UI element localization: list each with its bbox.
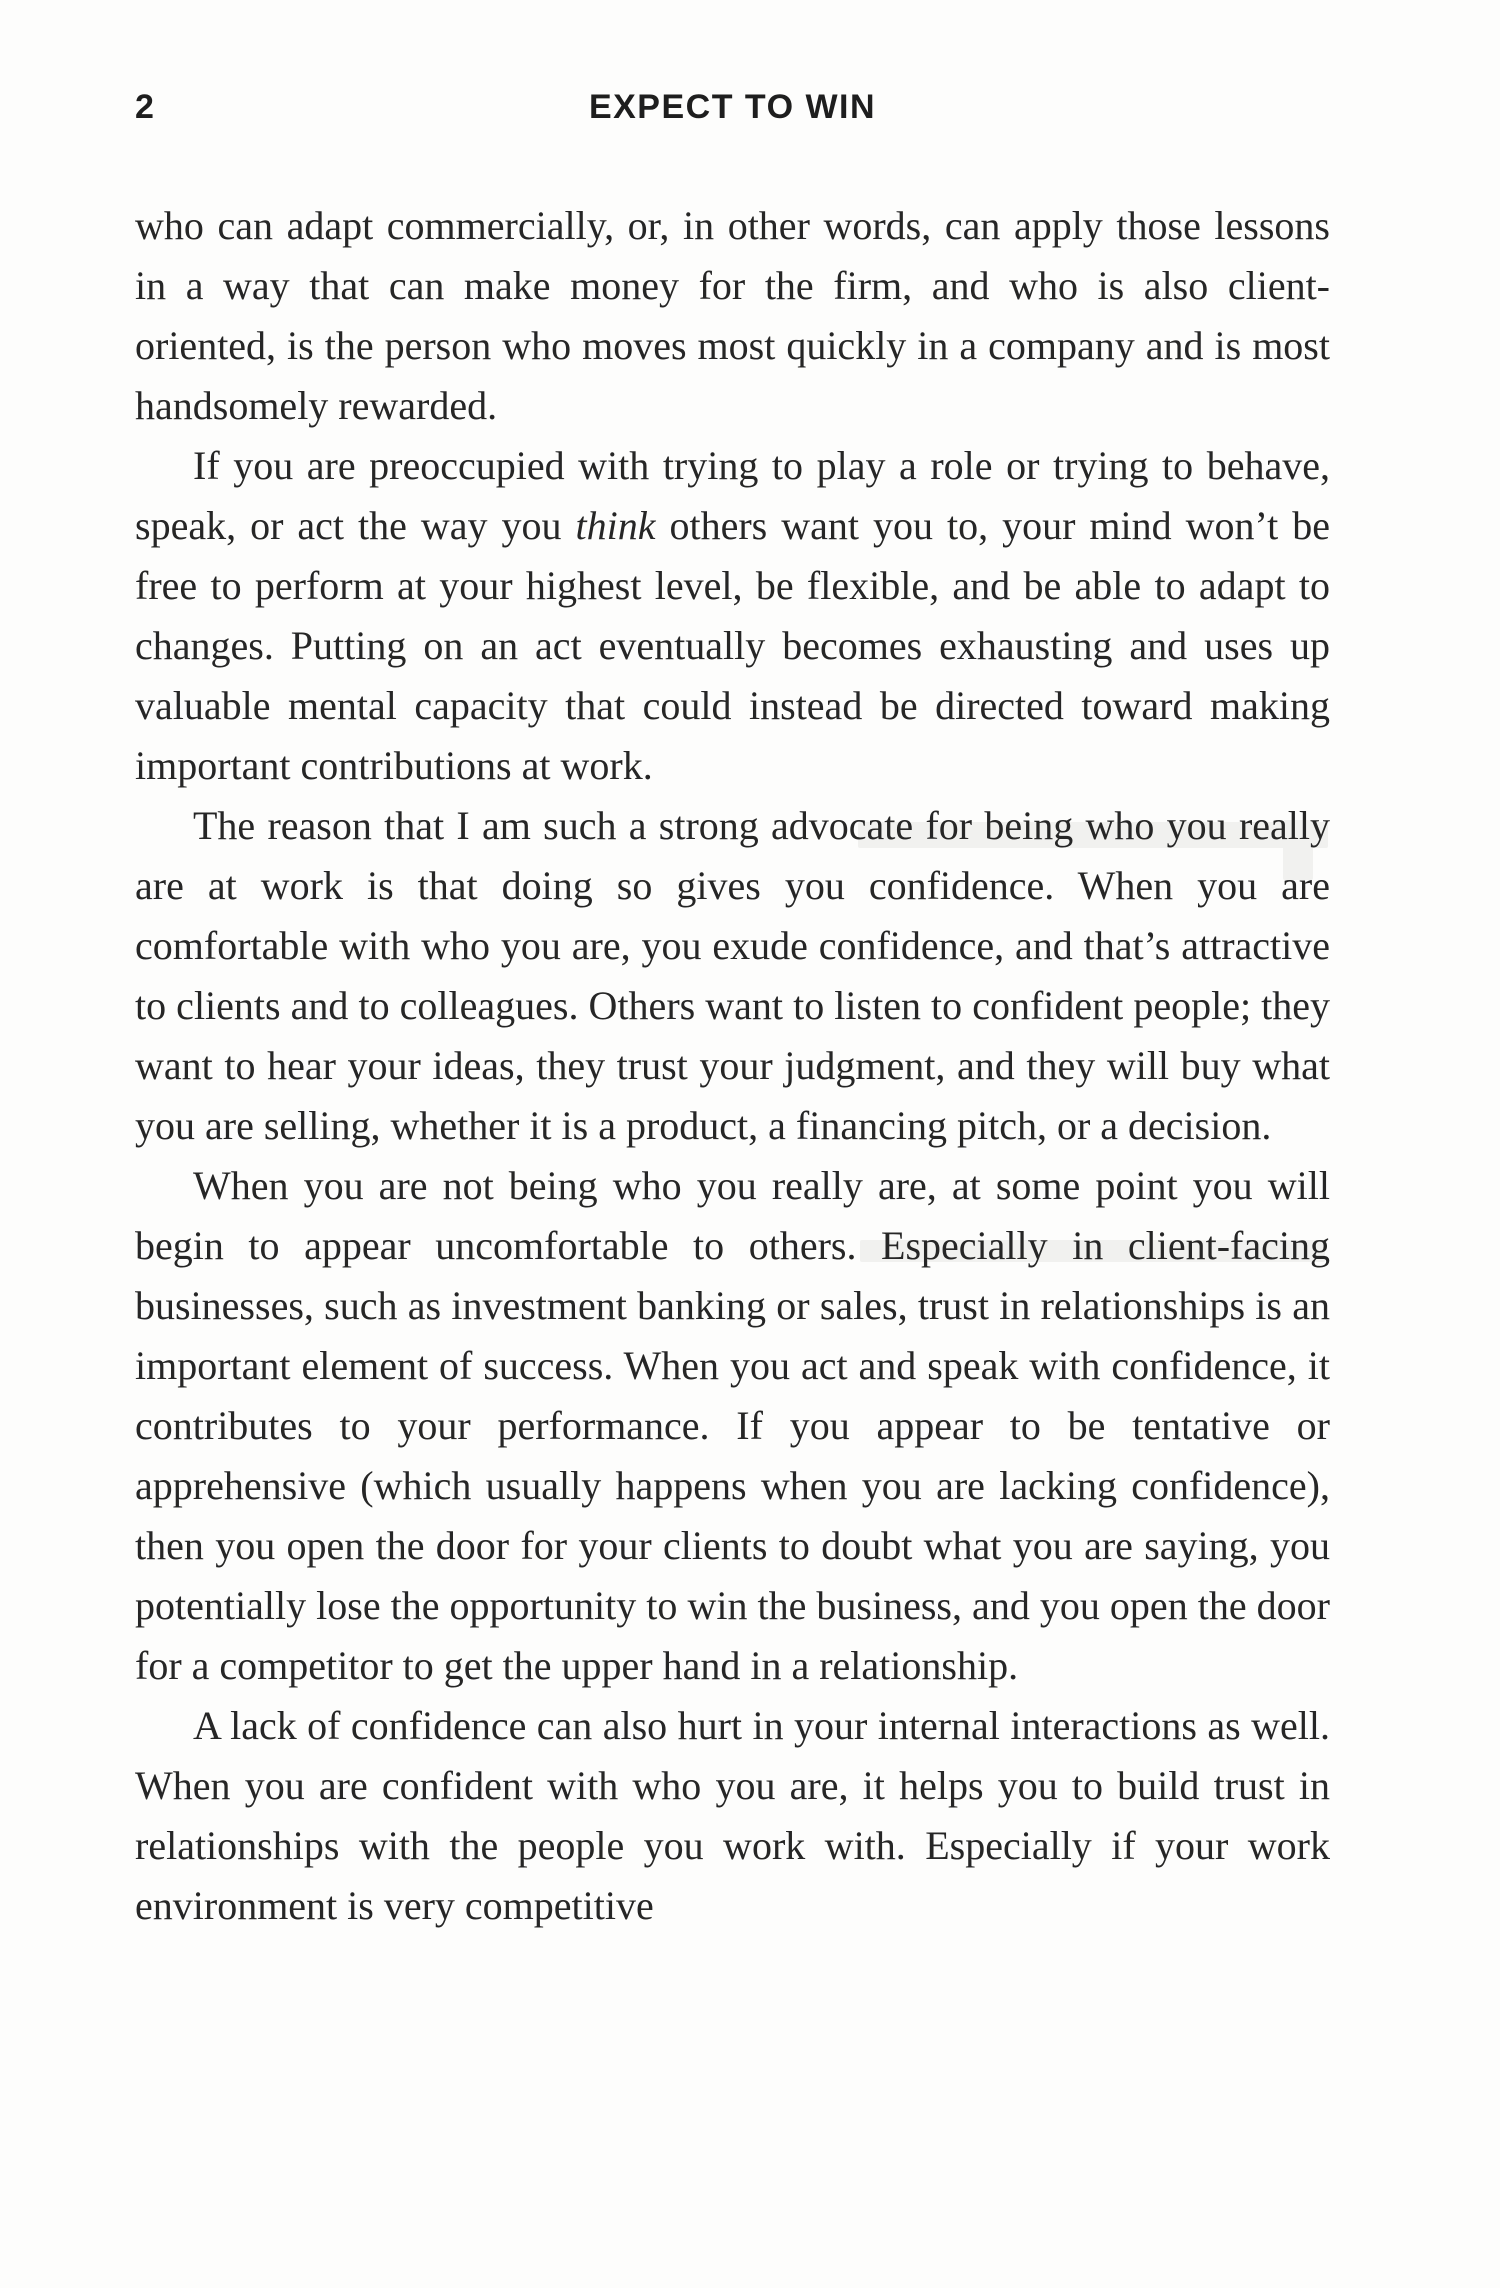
paragraph-text: others want you to, your mind won’t be free to perform at your highest level, be flexible, and be able to adapt to changes. Putting on an act eventually becomes exhausting and uses up valuable mental capacity that could instead be directed toward making important contributions at work. [135,503,1330,788]
body-text [135,196,1330,1936]
paragraph-text: If you are preoccupied with trying to play a role or trying to behave, speak, or act the way you [135,443,1330,548]
paragraph: The reason that I am such a strong advocate for being who you really are at work is that doing so gives you confidence. When you are comfortable with who you are, you exude confidence, and that’s attractive to clients and to colleagues. Others want to listen to confident people; they want to hear your ideas, they trust your judgment, and they will buy what you are selling, whether it is a product, a financing pitch, or a decision. [135,803,1330,1148]
paragraph: A lack of confidence can also hurt in your internal interactions as well. When you are confident with who you are, it helps you to build trust in relationships with the people you work with. Especially if your work environment is very competitive [135,1703,1330,1928]
emphasis-text: think [575,503,656,548]
paragraph: When you are not being who you really are, at some point you will begin to appear uncomfortable to others. Especially in client-facing businesses, such as investment banking or sales, trust in relationships is an important element of success. When you act and speak with confidence, it contributes to your performance. If you appear to be tentative or apprehensive (which usually happens when you are lacking confidence), then you open the door for your clients to doubt what you are saying, you potentially lose the opportunity to win the business, and you open the door for a competitor to get the upper hand in a relationship. [135,1163,1330,1688]
paragraph [135,436,1330,796]
paragraph: who can adapt commercially, or, in other words, can apply those lessons in a way that can make money for the firm, and who is also client-oriented, is the person who moves most quickly in a company and is most handsomely rewarded. [135,203,1330,428]
running-head: EXPECT TO WIN [588,88,877,126]
page-number: 2 [135,88,155,126]
page-header [135,88,1330,138]
